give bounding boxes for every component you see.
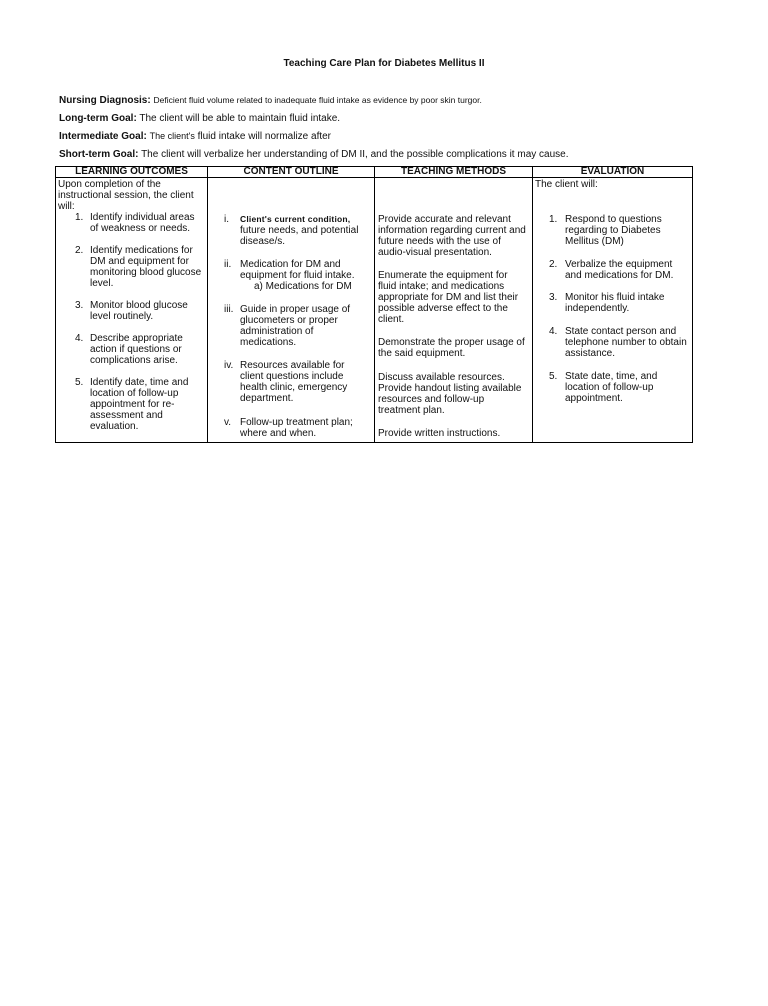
- header-evaluation: EVALUATION: [533, 167, 693, 178]
- short-term-goal: [59, 149, 569, 160]
- short-term-goal-label: Short-term Goal:: [59, 149, 139, 160]
- list-item: 3. Monitor his fluid intake independently.: [549, 292, 665, 314]
- content-outline-cell: [208, 178, 375, 443]
- list-item: 5. Identify date, time and location of follow-up appointment for re-assessment and evaluation.: [75, 377, 189, 432]
- intermediate-goal: [59, 131, 331, 142]
- learning-outcomes-intro: Upon completion of the instructional session, the client will:: [58, 179, 194, 212]
- list-item: 2. Identify medications for DM and equipment for monitoring blood glucose level.: [75, 245, 202, 289]
- list-item: 4. State contact person and telephone number to obtain assistance.: [549, 326, 687, 359]
- page-title: Teaching Care Plan for Diabetes Mellitus II: [283, 58, 485, 69]
- long-term-goal-label: Long-term Goal:: [59, 113, 137, 124]
- care-plan-table: [55, 166, 693, 443]
- header-learning-outcomes: LEARNING OUTCOMES: [56, 167, 208, 178]
- long-term-goal-text: The client will be able to maintain fluid intake.: [139, 113, 341, 124]
- header-teaching-methods: TEACHING METHODS: [375, 167, 533, 178]
- table-row: [56, 178, 693, 443]
- list-item: 2. Verbalize the equipment and medications for DM.: [549, 259, 674, 281]
- outline-item: ii. Medication for DM and equipment for fluid intake. a) Medications for DM: [224, 259, 355, 292]
- evaluation-intro: The client will:: [535, 179, 598, 190]
- long-term-goal: [59, 113, 340, 124]
- intermediate-goal-text-b: fluid intake will normalize after: [197, 131, 332, 142]
- teaching-method-item: Discuss available resources. Provide handout listing available resources and follow-up treatment plan.: [378, 372, 522, 416]
- teaching-method-item: Provide accurate and relevant information regarding current and future needs with the use of audio-visual presentation.: [378, 214, 526, 258]
- nursing-diagnosis-label: Nursing Diagnosis:: [59, 95, 151, 106]
- list-item: 4. Describe appropriate action if questions or complications arise.: [75, 333, 183, 366]
- short-term-goal-text: The client will verbalize her understanding of DM II, and the possible complications it may cause.: [141, 149, 569, 160]
- teaching-method-item: Demonstrate the proper usage of the said equipment.: [378, 337, 525, 359]
- intermediate-goal-text-a: The client's: [149, 131, 195, 141]
- learning-outcomes-cell: [56, 178, 208, 443]
- list-item: 1. Respond to questions regarding to Diabetes Mellitus (DM): [549, 214, 662, 247]
- outline-item: v. Follow-up treatment plan; where and when.: [224, 417, 353, 439]
- nursing-diagnosis: [59, 95, 482, 106]
- list-item: 5. State date, time, and location of follow-up appointment.: [549, 371, 658, 404]
- list-item: 1. Identify individual areas of weakness or needs.: [75, 212, 195, 234]
- teaching-methods-cell: [375, 178, 533, 443]
- teaching-method-item: Provide written instructions.: [378, 428, 501, 439]
- list-item: 3. Monitor blood glucose level routinely.: [75, 300, 188, 322]
- outline-item: iii. Guide in proper usage of glucometers or proper administration of medications.: [224, 304, 351, 348]
- header-content-outline: CONTENT OUTLINE: [208, 167, 375, 178]
- table-header-row: [56, 167, 693, 178]
- outline-item: i. Client's current condition, future needs, and potential disease/s.: [224, 214, 359, 247]
- nursing-diagnosis-text: Deficient fluid volume related to inadequate fluid intake as evidence by poor skin turgor.: [153, 95, 482, 105]
- outline-item: iv. Resources available for client questions include health clinic, emergency department.: [224, 360, 348, 404]
- evaluation-cell: [533, 178, 693, 443]
- intermediate-goal-label: Intermediate Goal:: [59, 131, 147, 142]
- teaching-method-item: Enumerate the equipment for fluid intake; and medications appropriate for DM and list their possible adverse effect to the client.: [378, 270, 519, 325]
